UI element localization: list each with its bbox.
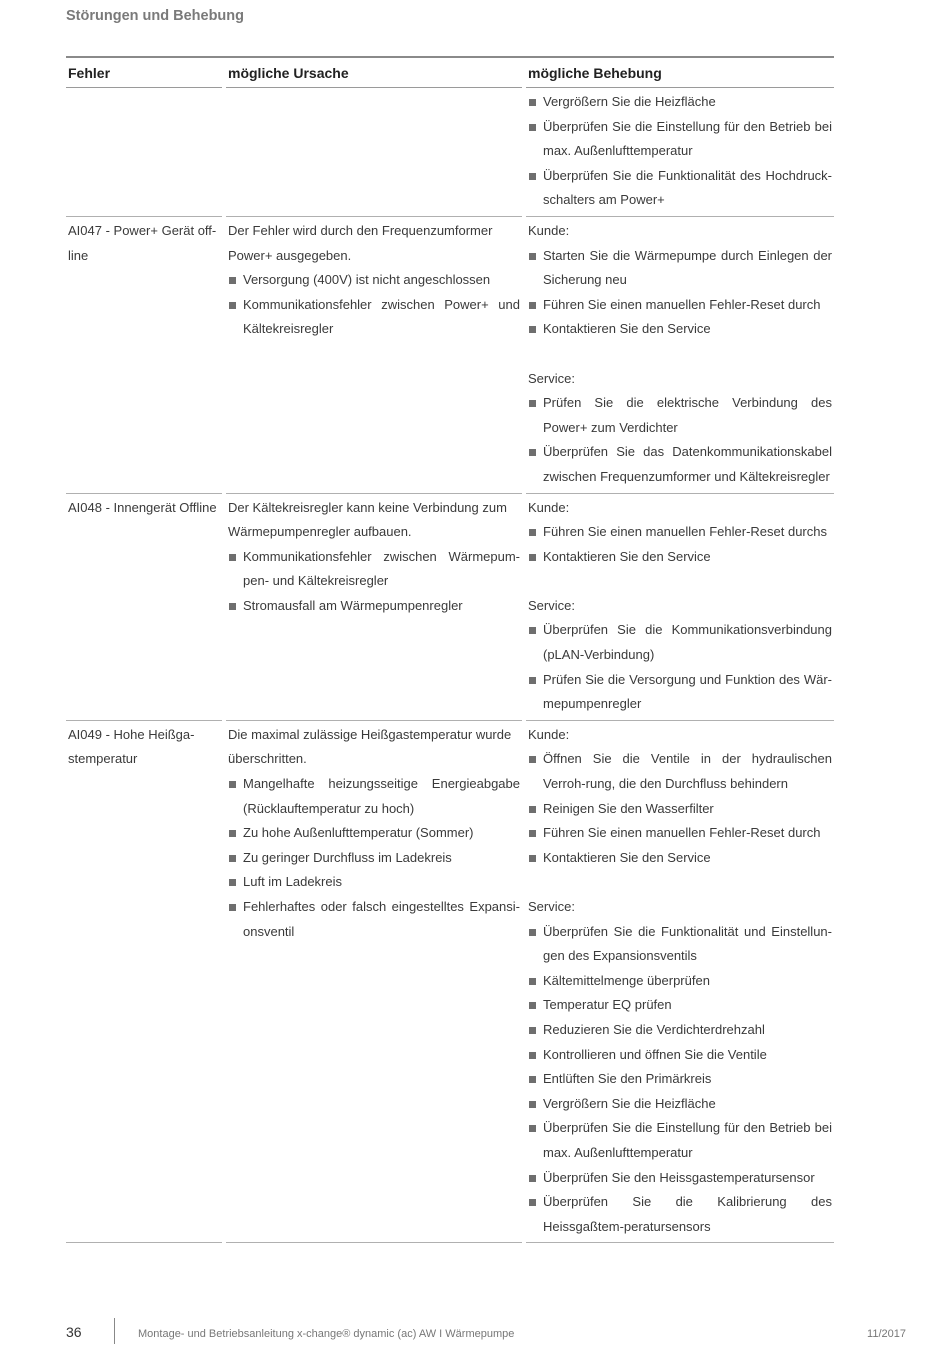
cause-list (228, 772, 520, 944)
spacer (528, 342, 832, 367)
list-item: Überprüfen Sie den Heissgastemperatursensor (528, 1166, 832, 1191)
list-item: Prüfen Sie die Versorgung und Funktion des Wär-mepumpenregler (528, 668, 832, 717)
list-item: Temperatur EQ prüfen (528, 993, 832, 1018)
remedy-cell (526, 721, 834, 1243)
column-header-remedy: mögliche Behebung (526, 58, 834, 88)
list-item: Vergrößern Sie die Heizfläche (528, 90, 832, 115)
list-item: Überprüfen Sie das Datenkommunikationskabel zwischen Frequenzumformer und Kältekreisregler (528, 440, 832, 489)
list-item: Kontaktieren Sie den Service (528, 317, 832, 342)
list-item: Entlüften Sie den Primärkreis (528, 1067, 832, 1092)
table-row-continuation (66, 88, 834, 217)
cause-cell (226, 217, 522, 494)
table-row (66, 721, 834, 1243)
service-label: Service: (528, 899, 575, 914)
cause-intro: Die maximal zulässige Heißgastemperatur wurde überschritten. (228, 726, 512, 767)
spacer (528, 870, 832, 895)
list-item: Reinigen Sie den Wasserfilter (528, 797, 832, 822)
section-title: Störungen und Behebung (66, 8, 245, 24)
document-title: Montage- und Betriebsanleitung x-change® dynamic (ac) AW I Wärmepumpe (138, 1328, 515, 1340)
list-item: Kontrollieren und öffnen Sie die Ventile (528, 1043, 832, 1068)
cause-intro: Der Fehler wird durch den Frequenzumformer Power+ ausgegeben. (228, 222, 493, 263)
cause-intro: Der Kältekreisregler kann keine Verbindung zum Wärmepumpenregler aufbauen. (228, 499, 507, 540)
document-date: 11/2017 (867, 1328, 906, 1340)
kunde-label: Kunde: (528, 726, 570, 742)
list-item: Führen Sie einen manuellen Fehler-Reset durch (528, 821, 832, 846)
list-item: Führen Sie einen manuellen Fehler-Reset durchs (528, 520, 832, 545)
remedy-cell (526, 217, 834, 494)
kunde-label: Kunde: (528, 222, 570, 238)
list-item: Kommunikationsfehler zwischen Wärmepum-pen- und Kältekreisregler (228, 545, 520, 594)
cause-cell (226, 88, 522, 217)
cause-list (228, 545, 520, 619)
cause-cell (226, 721, 522, 1243)
service-list (528, 391, 832, 489)
spacer (528, 569, 832, 594)
kunde-label: Kunde: (528, 499, 570, 515)
list-item: Reduzieren Sie die Verdichterdrehzahl (528, 1018, 832, 1043)
list-item: Kältemittelmenge überprüfen (528, 969, 832, 994)
list-item: Kommunikationsfehler zwischen Power+ und Kältekreisregler (228, 293, 520, 342)
list-item: Überprüfen Sie die Funktionalität des Hochdruck-schalters am Power+ (528, 164, 832, 213)
service-label: Service: (528, 370, 575, 386)
error-cell: AI047 - Power+ Gerät off-line (66, 217, 222, 494)
list-item: Stromausfall am Wärmepumpenregler (228, 594, 520, 619)
list-item: Zu geringer Durchfluss im Ladekreis (228, 846, 520, 871)
page-number: 36 (66, 1324, 82, 1340)
table-row (66, 494, 834, 721)
column-header-cause: mögliche Ursache (226, 58, 522, 88)
list-item: Starten Sie die Wärmepumpe durch Einlegen der Sicherung neu (528, 244, 832, 293)
list-item: Überprüfen Sie die Kalibrierung des Heissgaßtem-peratursensors (528, 1190, 832, 1239)
fault-table (66, 56, 834, 1243)
list-item: Öffnen Sie die Ventile in der hydraulischen Verroh-rung, die den Durchfluss behindern (528, 747, 832, 796)
list-item: Versorgung (400V) ist nicht angeschlossen (228, 268, 520, 293)
list-item: Luft im Ladekreis (228, 870, 520, 895)
list-item: Fehlerhaftes oder falsch eingestelltes Expansi-onsventil (228, 895, 520, 944)
table-header-row (66, 58, 834, 88)
table-row (66, 217, 834, 494)
list-item: Führen Sie einen manuellen Fehler-Reset durch (528, 293, 832, 318)
kunde-list (528, 747, 832, 870)
kunde-list (528, 244, 832, 342)
kunde-list (528, 520, 832, 569)
list-item: Überprüfen Sie die Einstellung für den Betrieb bei max. Außenlufttemperatur (528, 115, 832, 164)
list-item: Überprüfen Sie die Kommunikationsverbindung (pLAN-Verbindung) (528, 618, 832, 667)
remedy-list (528, 90, 832, 213)
cause-list (228, 268, 520, 342)
remedy-cell (526, 88, 834, 217)
service-list (528, 920, 832, 1240)
list-item: Überprüfen Sie die Einstellung für den Betrieb bei max. Außenlufttemperatur (528, 1116, 832, 1165)
error-cell: AI048 - Innengerät Offline (66, 494, 222, 721)
list-item: Kontaktieren Sie den Service (528, 545, 832, 570)
remedy-cell (526, 494, 834, 721)
error-cell (66, 88, 222, 217)
column-header-error: Fehler (66, 58, 222, 88)
list-item: Überprüfen Sie die Funktionalität und Einstellun-gen des Expansionsventils (528, 920, 832, 969)
footer-divider (114, 1318, 115, 1344)
list-item: Mangelhafte heizungsseitige Energieabgabe (Rücklauftemperatur zu hoch) (228, 772, 520, 821)
list-item: Zu hohe Außenlufttemperatur (Sommer) (228, 821, 520, 846)
cause-cell (226, 494, 522, 721)
service-list (528, 618, 832, 716)
list-item: Prüfen Sie die elektrische Verbindung des Power+ zum Verdichter (528, 391, 832, 440)
list-item: Vergrößern Sie die Heizfläche (528, 1092, 832, 1117)
list-item: Kontaktieren Sie den Service (528, 846, 832, 871)
error-cell: AI049 - Hohe Heißga-stemperatur (66, 721, 222, 1243)
service-label: Service: (528, 597, 575, 613)
